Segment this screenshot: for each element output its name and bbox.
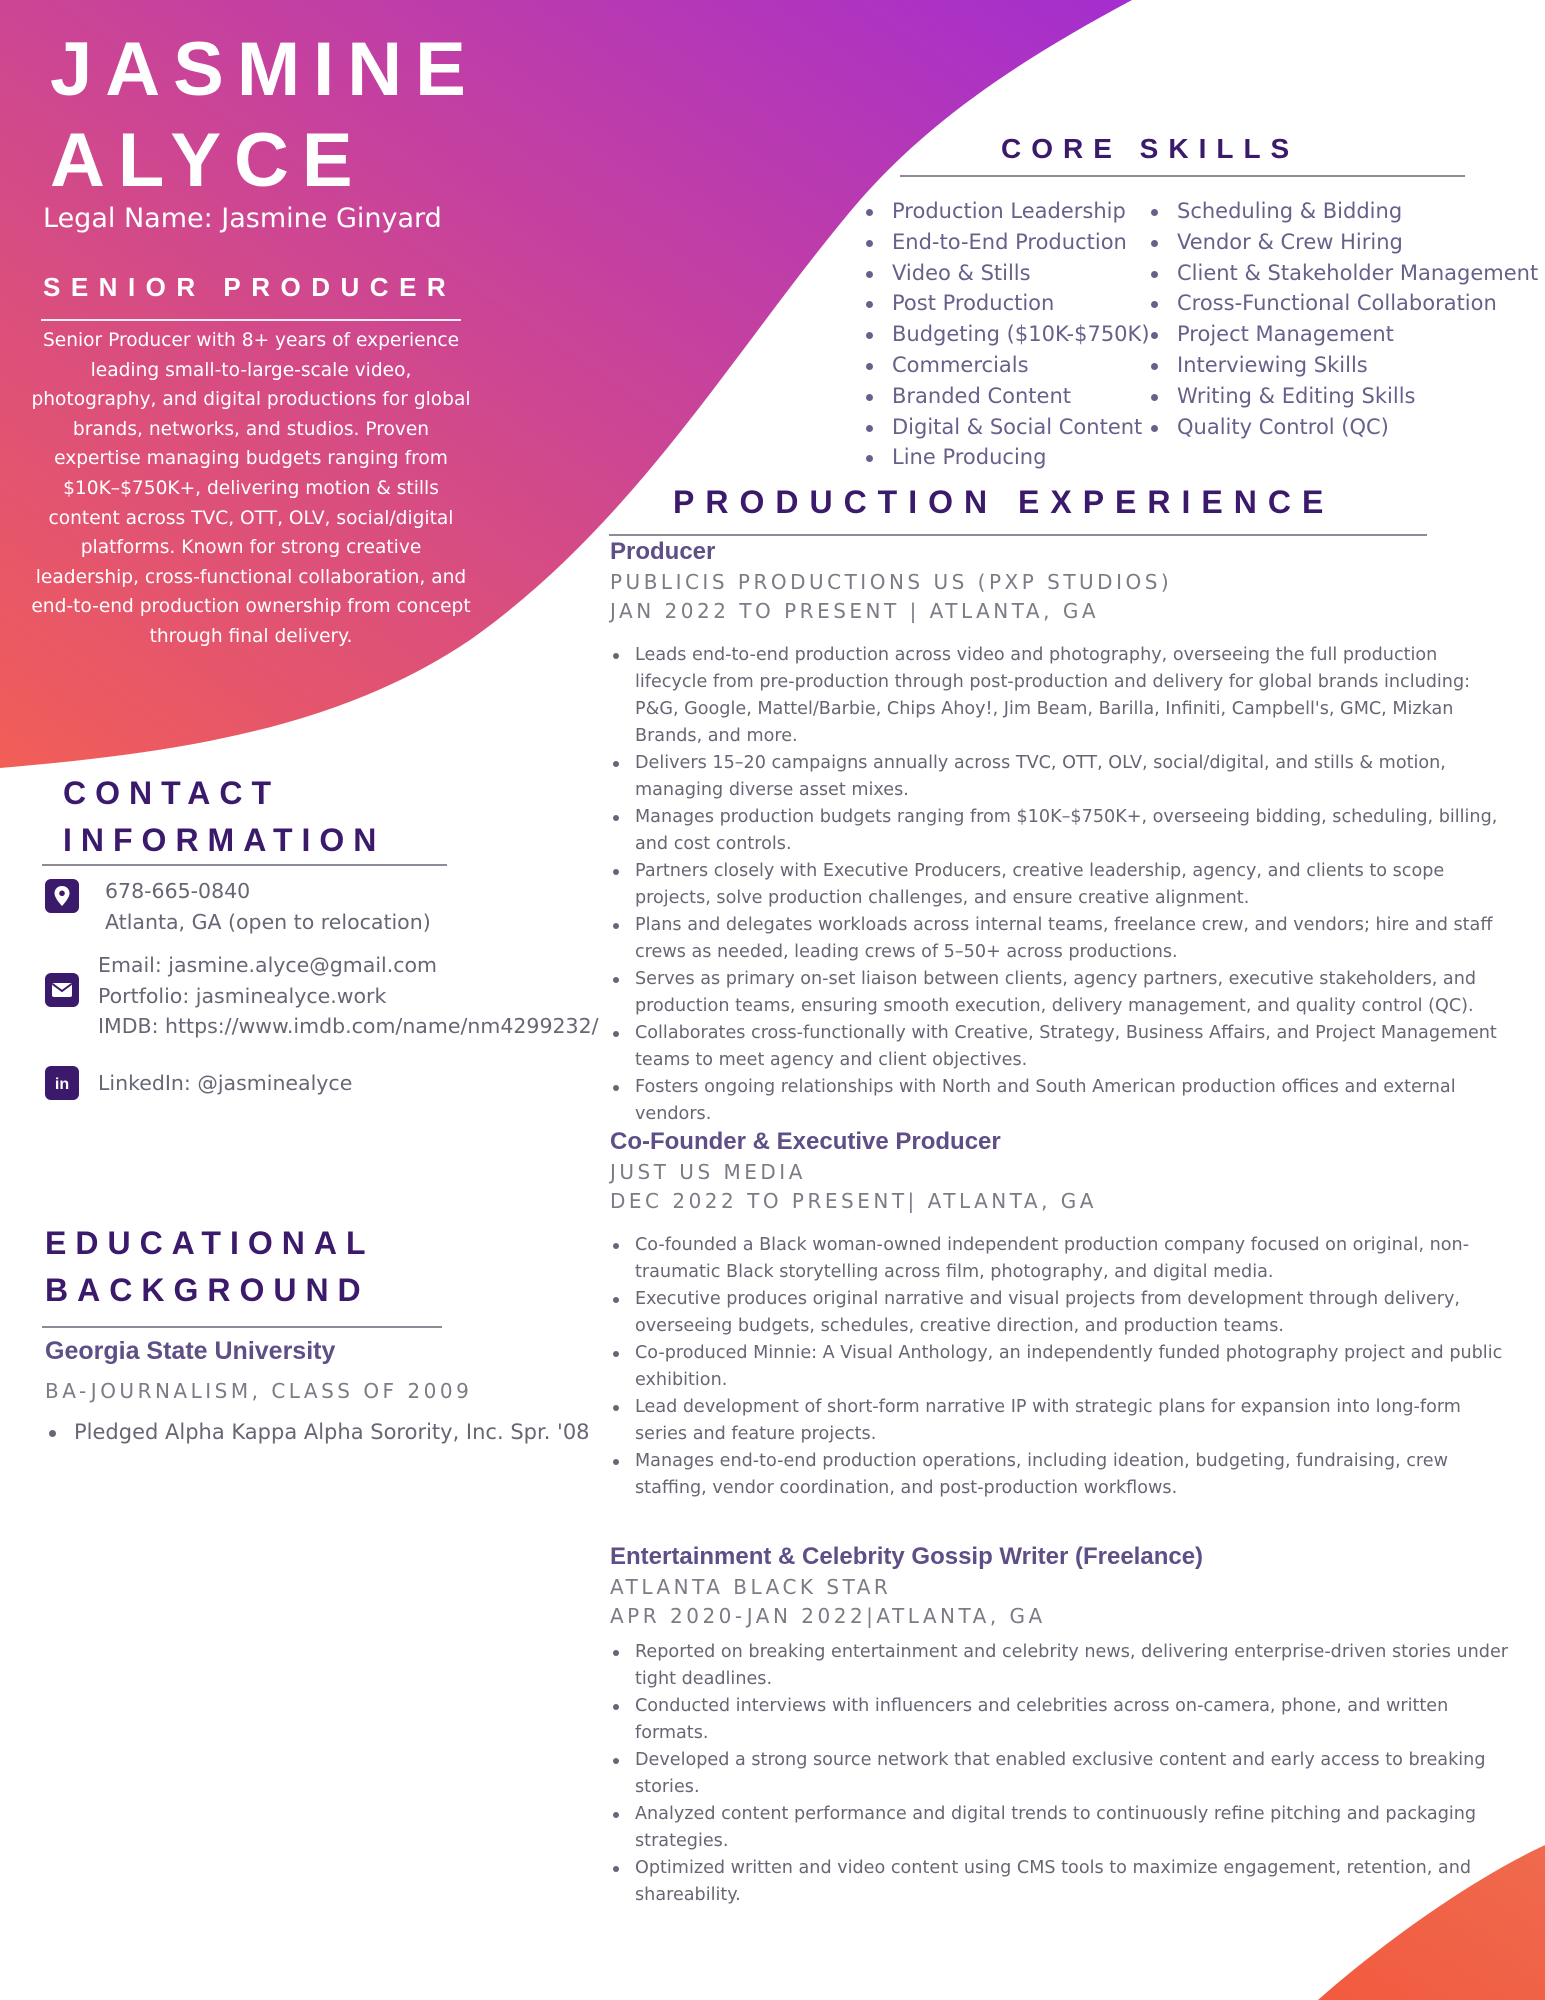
job-bullet: Leads end-to-end production across video and photography, overseeing the full production lifecycle from pre-production through post-production and delivery for global brands including: P&G, Google, Mattel/Barbie, Chips Ahoy!, Jim Beam, Barilla, Infiniti, Campbell's, GMC, Mizkan Brands, and more. (610, 642, 1510, 750)
job-title: Producer (610, 538, 716, 565)
phone-number[interactable]: 678-665-0840 (105, 879, 251, 903)
job-bullet: Collaborates cross-functionally with Creative, Strategy, Business Affairs, and Project Management teams to meet agency and client objectives. (610, 1020, 1510, 1074)
legal-name: Legal Name: Jasmine Ginyard (43, 203, 442, 234)
job-dates: APR 2020-JAN 2022|ATLANTA, GA (610, 1604, 1046, 1628)
svg-text:in: in (54, 1076, 70, 1093)
contact-divider (42, 864, 447, 866)
job-bullet: Partners closely with Executive Producers, creative leadership, agency, and clients to scope projects, solve production challenges, and ensure creative alignment. (610, 858, 1510, 912)
job-bullet: Optimized written and video content using CMS tools to maximize engagement, retention, and shareability. (610, 1855, 1510, 1909)
location-pin-icon (45, 879, 79, 913)
skill-item: Digital & Social Content (864, 412, 1150, 443)
skill-item: Post Production (864, 288, 1150, 319)
education-heading-line1: EDUCATIONAL (45, 1225, 375, 1261)
job-entry (610, 536, 1510, 1128)
job-bullets (610, 1232, 1510, 1502)
skill-item: End-to-End Production (864, 227, 1150, 258)
skills-list-right (1149, 196, 1538, 442)
skill-item: Writing & Editing Skills (1149, 381, 1538, 412)
job-company: ATLANTA BLACK STAR (610, 1575, 892, 1599)
job-company: JUST US MEDIA (610, 1160, 806, 1184)
job-entry (610, 1541, 1510, 1909)
job-bullet: Co-produced Minnie: A Visual Anthology, an independently funded photography project and public exhibition. (610, 1340, 1510, 1394)
candidate-name (50, 24, 479, 206)
skill-item: Quality Control (QC) (1149, 412, 1538, 443)
job-entry (610, 1126, 1510, 1502)
portfolio-link[interactable]: Portfolio: jasminealyce.work (98, 983, 387, 1008)
role-divider (41, 319, 461, 321)
education-heading-line2: BACKGROUND (45, 1272, 370, 1308)
job-bullets (610, 642, 1510, 1128)
envelope-icon (45, 973, 79, 1007)
online-contacts (98, 950, 599, 1042)
phone-and-location (105, 876, 431, 937)
job-bullet: Serves as primary on-set liaison between clients, agency partners, executive stakeholders, and production teams, ensuring smooth execution, delivery management, and quality control (QC). (610, 966, 1510, 1020)
skills-list-left (864, 196, 1150, 473)
job-bullet: Lead development of short-form narrative IP with strategic plans for expansion into long-form series and feature projects. (610, 1394, 1510, 1448)
contact-heading-line2: INFORMATION (63, 822, 386, 858)
email-link[interactable]: Email: jasmine.alyce@gmail.com (98, 953, 438, 977)
role-title: SENIOR PRODUCER (43, 272, 457, 302)
name-first: JASMINE (50, 27, 479, 112)
education-heading (45, 1220, 375, 1314)
job-bullet: Executive produces original narrative and visual projects from development through delivery, overseeing budgets, schedules, creative direction, and production teams. (610, 1286, 1510, 1340)
job-bullet: Plans and delegates workloads across internal teams, freelance crew, and vendors; hire and staff crews as needed, leading crews of 5–50+ across productions. (610, 912, 1510, 966)
skill-item: Video & Stills (864, 258, 1150, 289)
skill-item: Production Leadership (864, 196, 1150, 227)
job-dates: JAN 2022 TO PRESENT | ATLANTA, GA (610, 599, 1100, 623)
job-dates: DEC 2022 TO PRESENT| ATLANTA, GA (610, 1189, 1097, 1213)
education-divider (42, 1326, 442, 1328)
job-bullet: Manages end-to-end production operations, including ideation, budgeting, fundraising, crew staffing, vendor coordination, and post-production workflows. (610, 1448, 1510, 1502)
skill-item: Interviewing Skills (1149, 350, 1538, 381)
skill-item: Scheduling & Bidding (1149, 196, 1538, 227)
linkedin-icon (45, 1066, 79, 1100)
skill-item: Vendor & Crew Hiring (1149, 227, 1538, 258)
job-bullet: Co-founded a Black woman-owned independent production company focused on original, non-traumatic Black storytelling across film, photography, and digital media. (610, 1232, 1510, 1286)
job-bullet: Manages production budgets ranging from $10K–$750K+, overseeing bidding, scheduling, billing, and cost controls. (610, 804, 1510, 858)
job-bullet: Analyzed content performance and digital trends to continuously refine pitching and packaging strategies. (610, 1801, 1510, 1855)
job-bullets (610, 1639, 1510, 1909)
production-experience-heading: PRODUCTION EXPERIENCE (673, 484, 1335, 520)
degree-text: BA-JOURNALISM, CLASS OF 2009 (45, 1379, 473, 1403)
job-company: PUBLICIS PRODUCTIONS US (PXP STUDIOS) (610, 570, 1173, 594)
contact-heading-line1: CONTACT (63, 775, 281, 811)
skill-item: Cross-Functional Collaboration (1149, 288, 1538, 319)
skill-item: Line Producing (864, 442, 1150, 473)
job-bullet: Conducted interviews with influencers and celebrities across on-camera, phone, and written formats. (610, 1693, 1510, 1747)
professional-summary: Senior Producer with 8+ years of experience leading small-to-large-scale video, photography, and digital productions for global brands, networks, and studios. Proven expertise managing budgets ranging from $10K–$750K+, delivering motion & stills content across TVC, OTT, OLV, social/digital platforms. Known for strong creative leadership, cross-functional collaboration, and end-to-end production ownership from concept through final delivery. (31, 330, 471, 647)
job-bullet: Delivers 15–20 campaigns annually across TVC, OTT, OLV, social/digital, and stills & motion, managing diverse asset mixes. (610, 750, 1510, 804)
skill-item: Client & Stakeholder Management (1149, 258, 1538, 289)
education-bullet: Pledged Alpha Kappa Alpha Sorority, Inc. Spr. '08 (45, 1417, 590, 1447)
location-text: Atlanta, GA (open to relocation) (105, 909, 431, 934)
job-title: Entertainment & Celebrity Gossip Writer (Freelance) (610, 1543, 1204, 1570)
job-bullet: Fosters ongoing relationships with North and South American production offices and external vendors. (610, 1074, 1510, 1128)
education-bullets (45, 1417, 590, 1447)
job-title: Co-Founder & Executive Producer (610, 1128, 1001, 1155)
school-name: Georgia State University (45, 1337, 336, 1365)
imdb-link[interactable]: IMDB: https://www.imdb.com/name/nm4299232/ (98, 1014, 599, 1038)
skill-item: Branded Content (864, 381, 1150, 412)
name-last: ALYCE (50, 118, 366, 203)
contact-heading (63, 770, 385, 864)
skill-item: Commercials (864, 350, 1150, 381)
skill-item: Budgeting ($10K-$750K) (864, 319, 1150, 350)
job-bullet: Developed a strong source network that enabled exclusive content and early access to breaking stories. (610, 1747, 1510, 1801)
skill-item: Project Management (1149, 319, 1538, 350)
job-bullet: Reported on breaking entertainment and celebrity news, delivering enterprise-driven stories under tight deadlines. (610, 1639, 1510, 1693)
core-skills-divider (900, 175, 1465, 177)
linkedin-link[interactable]: LinkedIn: @jasminealyce (98, 1071, 353, 1095)
core-skills-heading: CORE SKILLS (1001, 133, 1300, 164)
